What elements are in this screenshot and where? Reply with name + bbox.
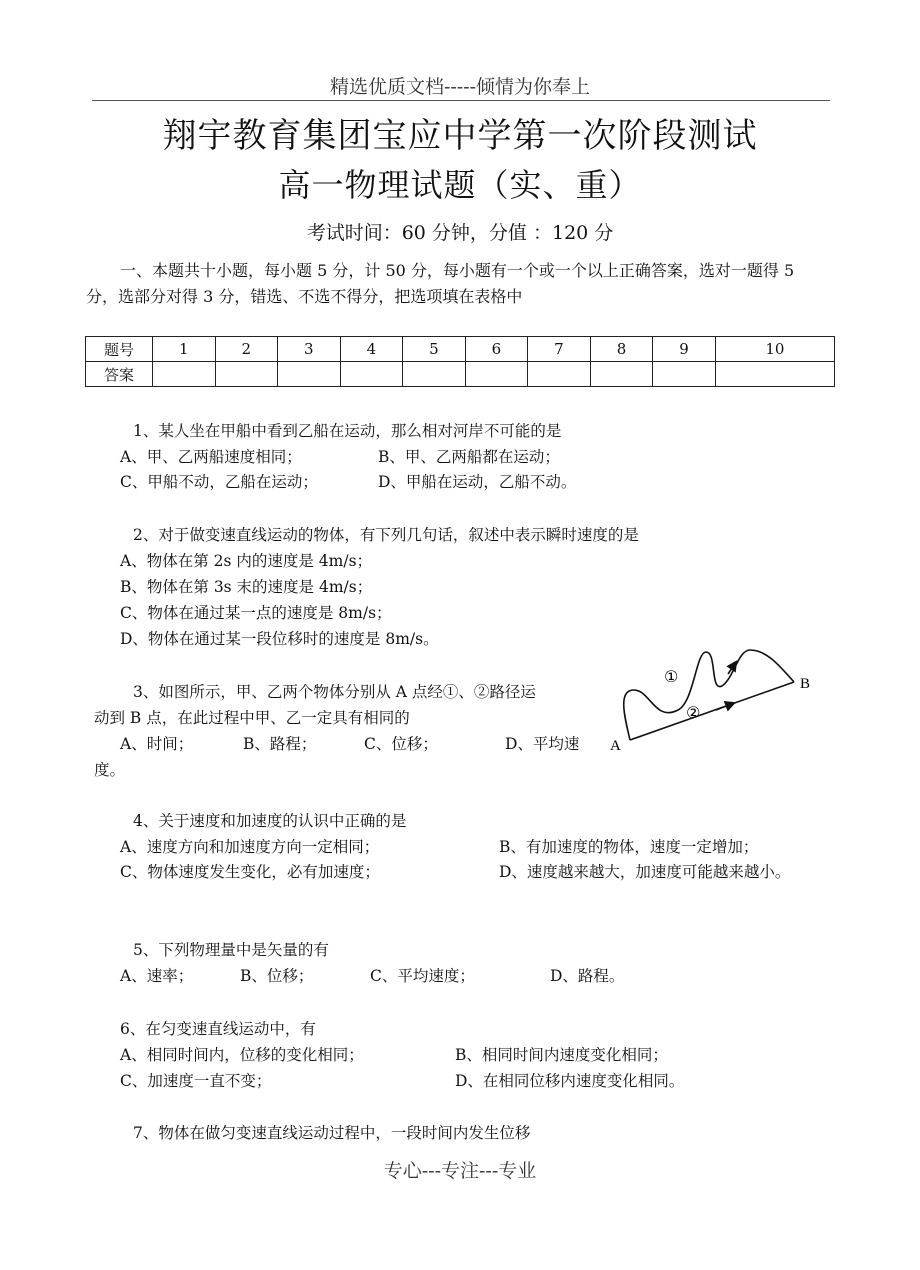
q1-stem: 1、某人坐在甲船中看到乙船在运动，那么相对河岸不可能的是 [133,422,562,440]
q1-option-b: B、甲、乙两船都在运动； [378,448,560,466]
q6-option-c: C、加速度一直不变； [120,1072,272,1090]
table-col-3: 3 [278,337,341,362]
table-label-number: 题号 [86,337,153,362]
answer-cell[interactable] [153,362,216,387]
answer-cell[interactable] [465,362,528,387]
q6-option-b: B、相同时间内速度变化相同； [455,1046,668,1064]
label-point-a: A [610,738,621,754]
q6-option-a: A、相同时间内，位移的变化相同； [120,1046,364,1064]
q3-option-a: A、时间； [120,735,194,753]
table-col-10: 10 [715,337,834,362]
header-divider [92,100,830,101]
table-col-8: 8 [590,337,653,362]
q1-option-a: A、甲、乙两船速度相同； [120,448,302,466]
page-header: 精选优质文档-----倾情为你奉上 [329,76,591,98]
q3-option-d-continued: 度。 [94,761,126,779]
q3-option-b: B、路程； [243,735,317,753]
q2-option-d: D、物体在通过某一段位移时的速度是 8m/s。 [120,630,439,648]
q4-option-c: C、物体速度发生变化，必有加速度； [120,863,380,881]
table-col-7: 7 [528,337,591,362]
label-path-1: ① [664,667,679,686]
table-col-2: 2 [215,337,278,362]
exam-subtitle: 高一物理试题（实、重） [278,166,642,204]
q5-option-a: A、速率； [120,967,194,985]
q5-option-d: D、路程。 [550,967,625,985]
q2-option-c: C、物体在通过某一点的速度是 8m/s； [120,604,392,622]
answer-cell[interactable] [590,362,653,387]
label-point-b: B [800,676,811,692]
exam-info: 考试时间：60 分钟，分值 ：120 分 [306,222,614,244]
path-2-line [630,682,794,740]
q3-path-diagram [600,630,830,760]
answer-cell[interactable] [653,362,716,387]
answer-cell[interactable] [528,362,591,387]
q6-stem: 6、在匀变速直线运动中，有 [120,1020,316,1038]
q1-option-d: D、甲船在运动，乙船不动。 [378,473,577,491]
answer-cell[interactable] [340,362,403,387]
answer-cell[interactable] [278,362,341,387]
table-col-4: 4 [340,337,403,362]
q3-option-d: D、平均速 [505,735,580,753]
answer-cell[interactable] [403,362,466,387]
q5-option-b: B、位移； [240,967,314,985]
path-1-curve [624,650,794,740]
q3-stem-line1: 3、如图所示，甲、乙两个物体分别从 A 点经①、②路径运 [133,683,536,701]
section-instructions: 一、本题共十小题，每小题 5 分，计 50 分，每小题有一个或一个以上正确答案，选对一题得 5 分，选部分对得 3 分，错选、不选不得分，把选项填在表格中 [86,261,795,306]
q5-option-c: C、平均速度； [370,967,475,985]
label-path-2: ② [686,703,701,722]
table-col-5: 5 [403,337,466,362]
q3-stem-line2: 动到 B 点，在此过程中甲、乙一定具有相同的 [94,709,410,727]
page-footer: 专心---专注---专业 [383,1160,537,1182]
q2-stem: 2、对于做变速直线运动的物体，有下列几句话，叙述中表示瞬时速度的是 [133,526,639,544]
answer-cell[interactable] [215,362,278,387]
table-label-answer: 答案 [86,362,153,387]
q1-option-c: C、甲船不动，乙船在运动； [120,473,318,491]
q4-stem: 4、关于速度和加速度的认识中正确的是 [133,812,407,830]
answer-table-header-row [86,337,835,362]
table-col-9: 9 [653,337,716,362]
exam-title: 翔宇教育集团宝应中学第一次阶段测试 [162,116,758,156]
q4-option-b: B、有加速度的物体，速度一定增加； [499,838,759,856]
answer-table [85,336,835,387]
q4-option-d: D、速度越来越大，加速度可能越来越小。 [499,863,791,881]
q3-option-c: C、位移； [364,735,438,753]
q7-stem: 7、物体在做匀变速直线运动过程中，一段时间内发生位移 [133,1124,531,1142]
q2-option-b: B、物体在第 3s 末的速度是 4m/s； [120,578,373,596]
q5-stem: 5、下列物理量中是矢量的有 [133,941,329,959]
answer-table-answer-row [86,362,835,387]
table-col-1: 1 [153,337,216,362]
answer-cell[interactable] [715,362,834,387]
q2-option-a: A、物体在第 2s 内的速度是 4m/s； [120,552,373,570]
q4-option-a: A、速度方向和加速度方向一定相同； [120,838,380,856]
path-2-arrow [716,703,734,710]
q6-option-d: D、在相同位移内速度变化相同。 [455,1072,685,1090]
table-col-6: 6 [465,337,528,362]
